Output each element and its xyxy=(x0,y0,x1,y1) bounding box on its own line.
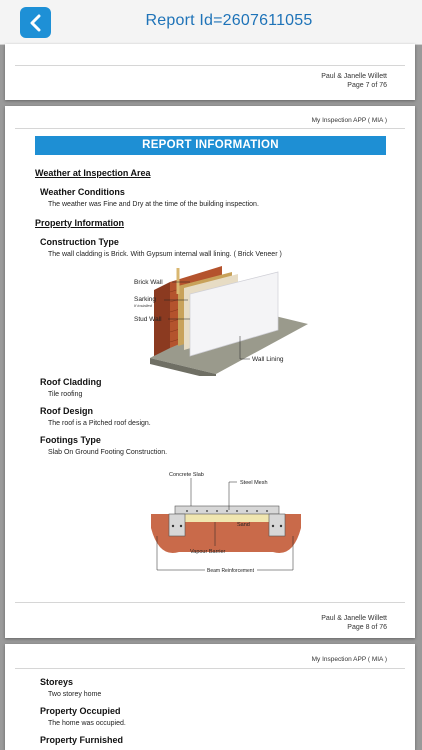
app-name: My Inspection APP ( MIA ) xyxy=(311,656,387,663)
concrete-slab-label: Concrete Slab xyxy=(169,472,204,478)
property-section-title: Property Information xyxy=(35,218,125,228)
property-occupied-text: The home was occupied. xyxy=(48,720,126,727)
app-name: My Inspection APP ( MIA ) xyxy=(311,117,387,124)
roof-cladding-title: Roof Cladding xyxy=(40,377,102,387)
header-divider xyxy=(15,668,405,669)
property-occupied-title: Property Occupied xyxy=(40,706,121,716)
footings-type-text: Slab On Ground Footing Construction. xyxy=(48,449,168,456)
roof-cladding-text: Tile roofing xyxy=(48,391,83,398)
wall-lining-label: Wall Lining xyxy=(252,356,284,363)
sarking-note: If installed xyxy=(134,303,153,308)
footer-divider xyxy=(15,65,405,66)
roof-design-title: Roof Design xyxy=(40,406,93,416)
page-footer xyxy=(321,614,387,632)
page-footer xyxy=(321,72,387,90)
sarking-label: Sarking xyxy=(134,296,157,303)
roof-design-text: The roof is a Pitched roof design. xyxy=(48,420,151,427)
slab-footing-diagram xyxy=(145,466,305,578)
storeys-title: Storeys xyxy=(40,677,74,687)
construction-type-text: The wall cladding is Brick. With Gypsum internal wall lining. ( Brick Veneer ) xyxy=(48,251,282,258)
brick-wall-label: Brick Wall xyxy=(134,279,163,286)
steel-mesh-label: Steel Mesh xyxy=(240,480,268,486)
stud-wall-label: Stud Wall xyxy=(134,316,162,323)
section-banner: REPORT INFORMATION xyxy=(35,136,386,155)
footer-divider xyxy=(15,602,405,603)
header-divider xyxy=(15,128,405,129)
weather-conditions-title: Weather Conditions xyxy=(40,187,125,197)
weather-conditions-text: The weather was Fine and Dry at the time of the building inspection. xyxy=(48,201,259,208)
report-id-title: Report Id=2607611055 xyxy=(145,12,313,29)
report-page-7 xyxy=(5,44,415,100)
storeys-text: Two storey home xyxy=(48,691,102,698)
page-number: Page 7 of 76 xyxy=(347,82,387,89)
page-number: Page 8 of 76 xyxy=(347,624,387,631)
report-page-8 xyxy=(5,106,415,638)
vapour-barrier-label: Vapour Barrier xyxy=(190,549,226,555)
client-names: Paul & Janelle Willett xyxy=(321,615,387,622)
beam-reinforcement-label: Beam Reinforcement xyxy=(207,568,254,574)
footings-type-title: Footings Type xyxy=(40,435,101,445)
construction-type-title: Construction Type xyxy=(40,237,119,247)
client-names: Paul & Janelle Willett xyxy=(321,73,387,80)
app-header xyxy=(0,0,422,45)
brick-veneer-diagram xyxy=(120,264,310,376)
sand-label: Sand xyxy=(237,522,250,528)
weather-section-title: Weather at Inspection Area xyxy=(35,168,151,178)
report-page-9 xyxy=(5,644,415,750)
property-furnished-title: Property Furnished xyxy=(40,735,124,745)
